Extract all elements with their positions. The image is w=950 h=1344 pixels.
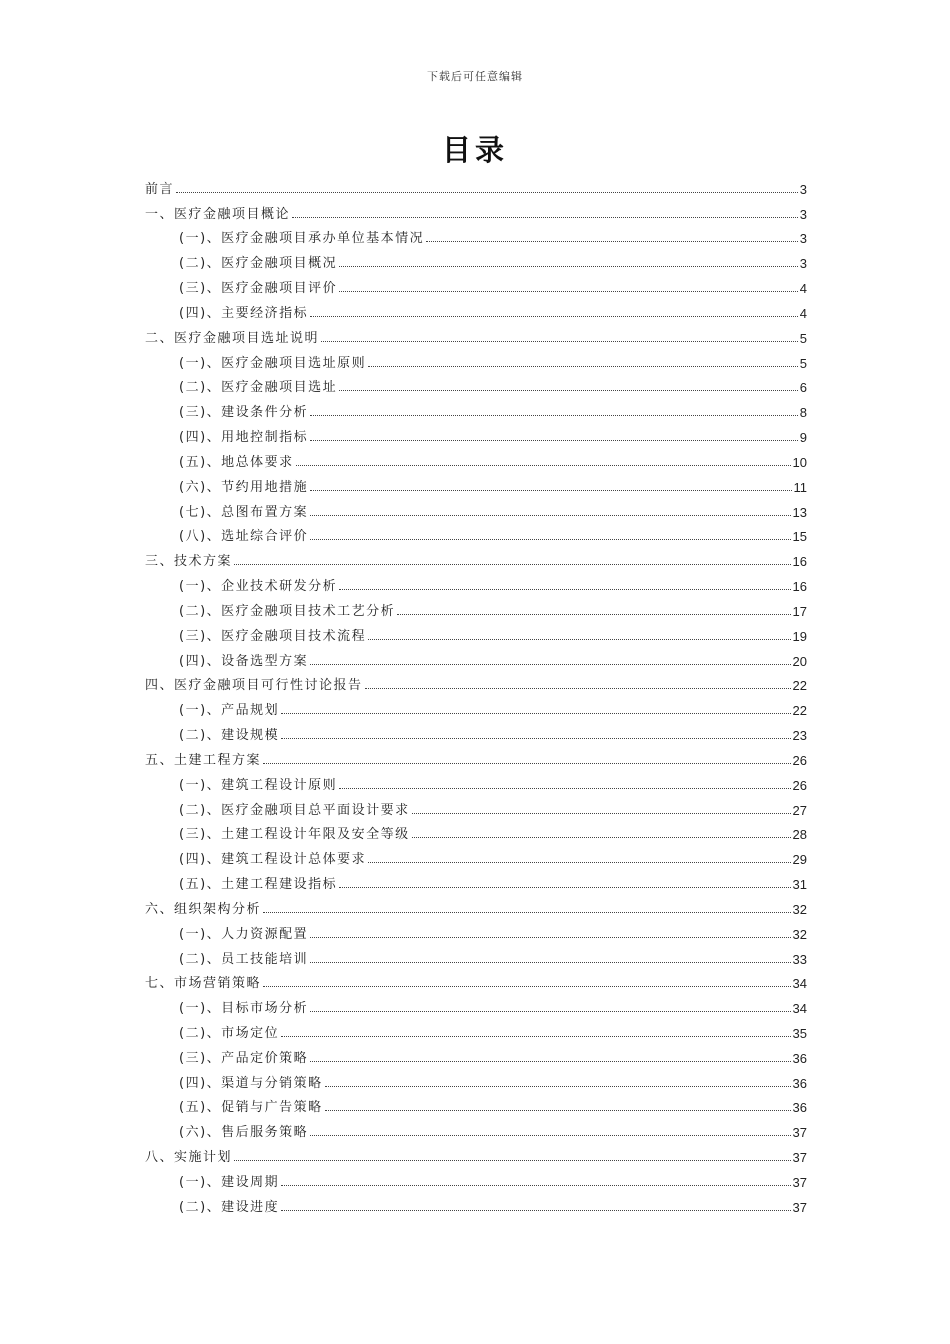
toc-entry-label: (二)、员工技能培训: [179, 951, 309, 967]
toc-entry-page: 22: [792, 678, 807, 694]
toc-leader-dots: [339, 588, 790, 590]
toc-leader-dots: [310, 439, 798, 441]
toc-entry[interactable]: [145, 621, 807, 646]
toc-entry[interactable]: [145, 522, 807, 547]
toc-entry[interactable]: [145, 844, 807, 869]
toc-entry-page: 26: [792, 777, 807, 793]
toc-entry[interactable]: [145, 348, 807, 373]
toc-entry-label: 六、组织架构分析: [145, 901, 262, 917]
toc-leader-dots: [426, 240, 798, 242]
toc-leader-dots: [339, 886, 790, 888]
toc-leader-dots: [325, 1109, 791, 1111]
toc-entry[interactable]: [145, 820, 807, 845]
toc-leader-dots: [325, 1085, 791, 1087]
toc-entry[interactable]: [145, 199, 807, 224]
toc-entry-page: 4: [799, 305, 807, 321]
toc-entry-page: 26: [792, 752, 807, 768]
toc-entry[interactable]: [145, 1093, 807, 1118]
toc-entry-label: 五、土建工程方案: [145, 752, 262, 768]
toc-leader-dots: [281, 737, 790, 739]
toc-entry-label: (四)、主要经济指标: [179, 305, 309, 321]
toc-entry[interactable]: [145, 273, 807, 298]
toc-entry[interactable]: [145, 671, 807, 696]
toc-entry-label: (二)、市场定位: [179, 1025, 280, 1041]
toc-leader-dots: [281, 1209, 790, 1211]
toc-entry[interactable]: [145, 993, 807, 1018]
toc-entry-page: 36: [792, 1075, 807, 1091]
toc-entry[interactable]: [145, 795, 807, 820]
toc-leader-dots: [321, 340, 798, 342]
toc-entry-page: 8: [799, 405, 807, 421]
toc-entry[interactable]: [145, 770, 807, 795]
toc-leader-dots: [365, 687, 791, 689]
toc-entry-page: 37: [792, 1174, 807, 1190]
toc-entry-label: (二)、医疗金融项目概况: [179, 256, 338, 272]
toc-leader-dots: [296, 464, 791, 466]
toc-leader-dots: [310, 514, 790, 516]
toc-entry-page: 17: [792, 603, 807, 619]
toc-entry[interactable]: [145, 969, 807, 994]
toc-entry-label: (七)、总图布置方案: [179, 504, 309, 520]
toc-entry[interactable]: [145, 695, 807, 720]
toc-entry-label: (三)、建设条件分析: [179, 405, 309, 421]
toc-entry-label: (三)、医疗金融项目技术流程: [179, 628, 367, 644]
toc-entry-label: (二)、医疗金融项目总平面设计要求: [179, 802, 410, 818]
toc-leader-dots: [281, 1035, 790, 1037]
toc-leader-dots: [310, 1010, 790, 1012]
toc-entry[interactable]: [145, 894, 807, 919]
toc-entry-label: (八)、选址综合评价: [179, 529, 309, 545]
toc-entry-label: (一)、产品规划: [179, 703, 280, 719]
toc-leader-dots: [310, 1134, 790, 1136]
toc-leader-dots: [368, 638, 790, 640]
toc-leader-dots: [412, 836, 791, 838]
toc-entry-page: 3: [799, 206, 807, 222]
toc-entry-page: 6: [799, 380, 807, 396]
toc-entry-page: 37: [792, 1150, 807, 1166]
toc-entry-label: (四)、设备选型方案: [179, 653, 309, 669]
toc-leader-dots: [176, 191, 798, 193]
toc-entry[interactable]: [145, 1167, 807, 1192]
toc-entry[interactable]: [145, 497, 807, 522]
toc-entry[interactable]: [145, 745, 807, 770]
toc-entry-label: (四)、建筑工程设计总体要求: [179, 852, 367, 868]
toc-entry-page: 23: [792, 728, 807, 744]
toc-entry[interactable]: [145, 720, 807, 745]
toc-entry[interactable]: [145, 397, 807, 422]
table-of-contents: [145, 174, 807, 1217]
toc-entry-page: 34: [792, 1001, 807, 1017]
toc-entry-page: 4: [799, 281, 807, 297]
toc-entry-page: 31: [792, 877, 807, 893]
toc-entry-label: (五)、土建工程建设指标: [179, 877, 338, 893]
toc-entry-label: (三)、土建工程设计年限及安全等级: [179, 827, 410, 843]
toc-entry-label: 一、医疗金融项目概论: [145, 206, 291, 222]
toc-entry[interactable]: [145, 1192, 807, 1217]
toc-entry[interactable]: [145, 1018, 807, 1043]
toc-entry[interactable]: [145, 1142, 807, 1167]
toc-entry-page: 22: [792, 703, 807, 719]
toc-entry-label: (四)、渠道与分销策略: [179, 1075, 323, 1091]
toc-leader-dots: [310, 961, 790, 963]
toc-entry-page: 35: [792, 1025, 807, 1041]
toc-leader-dots: [339, 290, 798, 292]
toc-entry-label: (四)、用地控制指标: [179, 430, 309, 446]
toc-entry-page: 37: [792, 1199, 807, 1215]
toc-entry-page: 13: [792, 504, 807, 520]
toc-entry[interactable]: [145, 447, 807, 472]
toc-entry-label: (五)、地总体要求: [179, 454, 294, 470]
toc-entry-page: 20: [792, 653, 807, 669]
header-note: 下载后可任意编辑: [427, 70, 523, 83]
toc-entry-page: 36: [792, 1050, 807, 1066]
toc-entry-label: 四、医疗金融项目可行性讨论报告: [145, 678, 363, 694]
toc-entry-page: 9: [799, 430, 807, 446]
toc-entry-label: 七、市场营销策略: [145, 976, 262, 992]
toc-entry[interactable]: [145, 472, 807, 497]
toc-entry-label: (一)、目标市场分析: [179, 1001, 309, 1017]
toc-leader-dots: [310, 1060, 790, 1062]
toc-entry-label: (二)、医疗金融项目选址: [179, 380, 338, 396]
toc-entry[interactable]: [145, 323, 807, 348]
toc-leader-dots: [234, 563, 791, 565]
toc-entry[interactable]: [145, 298, 807, 323]
toc-leader-dots: [310, 538, 790, 540]
toc-entry-page: 32: [792, 901, 807, 917]
toc-entry-label: (六)、节约用地措施: [179, 479, 309, 495]
toc-entry[interactable]: [145, 1068, 807, 1093]
toc-entry[interactable]: [145, 919, 807, 944]
toc-leader-dots: [339, 265, 798, 267]
toc-entry[interactable]: [145, 646, 807, 671]
toc-entry-page: 19: [792, 628, 807, 644]
toc-entry-label: 前言: [145, 181, 175, 197]
toc-leader-dots: [368, 861, 790, 863]
toc-leader-dots: [263, 911, 791, 913]
toc-entry[interactable]: [145, 373, 807, 398]
toc-entry-label: 三、技术方案: [145, 554, 233, 570]
toc-entry-page: 29: [792, 852, 807, 868]
toc-entry[interactable]: [145, 1043, 807, 1068]
toc-entry-label: 二、医疗金融项目选址说明: [145, 330, 320, 346]
toc-entry-page: 11: [793, 479, 807, 495]
toc-entry[interactable]: [145, 869, 807, 894]
toc-entry-page: 33: [792, 951, 807, 967]
toc-entry[interactable]: [145, 248, 807, 273]
toc-entry[interactable]: [145, 224, 807, 249]
toc-leader-dots: [397, 613, 790, 615]
toc-entry-label: (二)、建设进度: [179, 1199, 280, 1215]
toc-entry[interactable]: [145, 571, 807, 596]
toc-entry-page: 3: [799, 231, 807, 247]
toc-entry-page: 3: [799, 181, 807, 197]
toc-entry-label: (五)、促销与广告策略: [179, 1100, 323, 1116]
toc-entry-page: 3: [799, 256, 807, 272]
toc-leader-dots: [310, 489, 791, 491]
toc-entry-page: 34: [792, 976, 807, 992]
toc-leader-dots: [281, 1184, 790, 1186]
toc-entry-page: 16: [792, 579, 807, 595]
toc-entry-label: (三)、产品定价策略: [179, 1050, 309, 1066]
toc-leader-dots: [368, 365, 798, 367]
toc-entry-label: 八、实施计划: [145, 1150, 233, 1166]
toc-leader-dots: [234, 1159, 791, 1161]
toc-leader-dots: [412, 812, 791, 814]
toc-entry-label: (三)、医疗金融项目评价: [179, 281, 338, 297]
toc-entry[interactable]: [145, 174, 807, 199]
toc-entry-label: (一)、医疗金融项目承办单位基本情况: [179, 231, 425, 247]
toc-entry-page: 10: [792, 454, 807, 470]
toc-entry-label: (一)、建设周期: [179, 1174, 280, 1190]
toc-leader-dots: [281, 712, 790, 714]
toc-leader-dots: [310, 414, 798, 416]
toc-entry-label: (二)、建设规模: [179, 728, 280, 744]
toc-title: 目录: [441, 133, 508, 167]
toc-entry-label: (一)、人力资源配置: [179, 926, 309, 942]
toc-entry-page: 27: [792, 802, 807, 818]
toc-entry-label: (一)、医疗金融项目选址原则: [179, 355, 367, 371]
toc-entry-label: (六)、售后服务策略: [179, 1125, 309, 1141]
toc-leader-dots: [310, 663, 790, 665]
toc-entry-page: 5: [799, 330, 807, 346]
toc-entry-page: 15: [792, 529, 807, 545]
toc-entry[interactable]: [145, 1117, 807, 1142]
toc-leader-dots: [310, 315, 798, 317]
toc-entry[interactable]: [145, 546, 807, 571]
toc-entry-page: 28: [792, 827, 807, 843]
toc-entry-page: 36: [792, 1100, 807, 1116]
toc-entry[interactable]: [145, 944, 807, 969]
toc-entry[interactable]: [145, 422, 807, 447]
toc-entry-label: (一)、企业技术研发分析: [179, 579, 338, 595]
toc-entry-page: 5: [799, 355, 807, 371]
toc-leader-dots: [339, 787, 790, 789]
toc-leader-dots: [263, 985, 791, 987]
toc-entry-page: 32: [792, 926, 807, 942]
toc-entry[interactable]: [145, 596, 807, 621]
toc-leader-dots: [263, 762, 791, 764]
toc-entry-page: 37: [792, 1125, 807, 1141]
toc-entry-label: (二)、医疗金融项目技术工艺分析: [179, 603, 396, 619]
toc-leader-dots: [310, 936, 790, 938]
toc-entry-page: 16: [792, 554, 807, 570]
toc-leader-dots: [292, 216, 798, 218]
toc-entry-label: (一)、建筑工程设计原则: [179, 777, 338, 793]
toc-leader-dots: [339, 389, 798, 391]
